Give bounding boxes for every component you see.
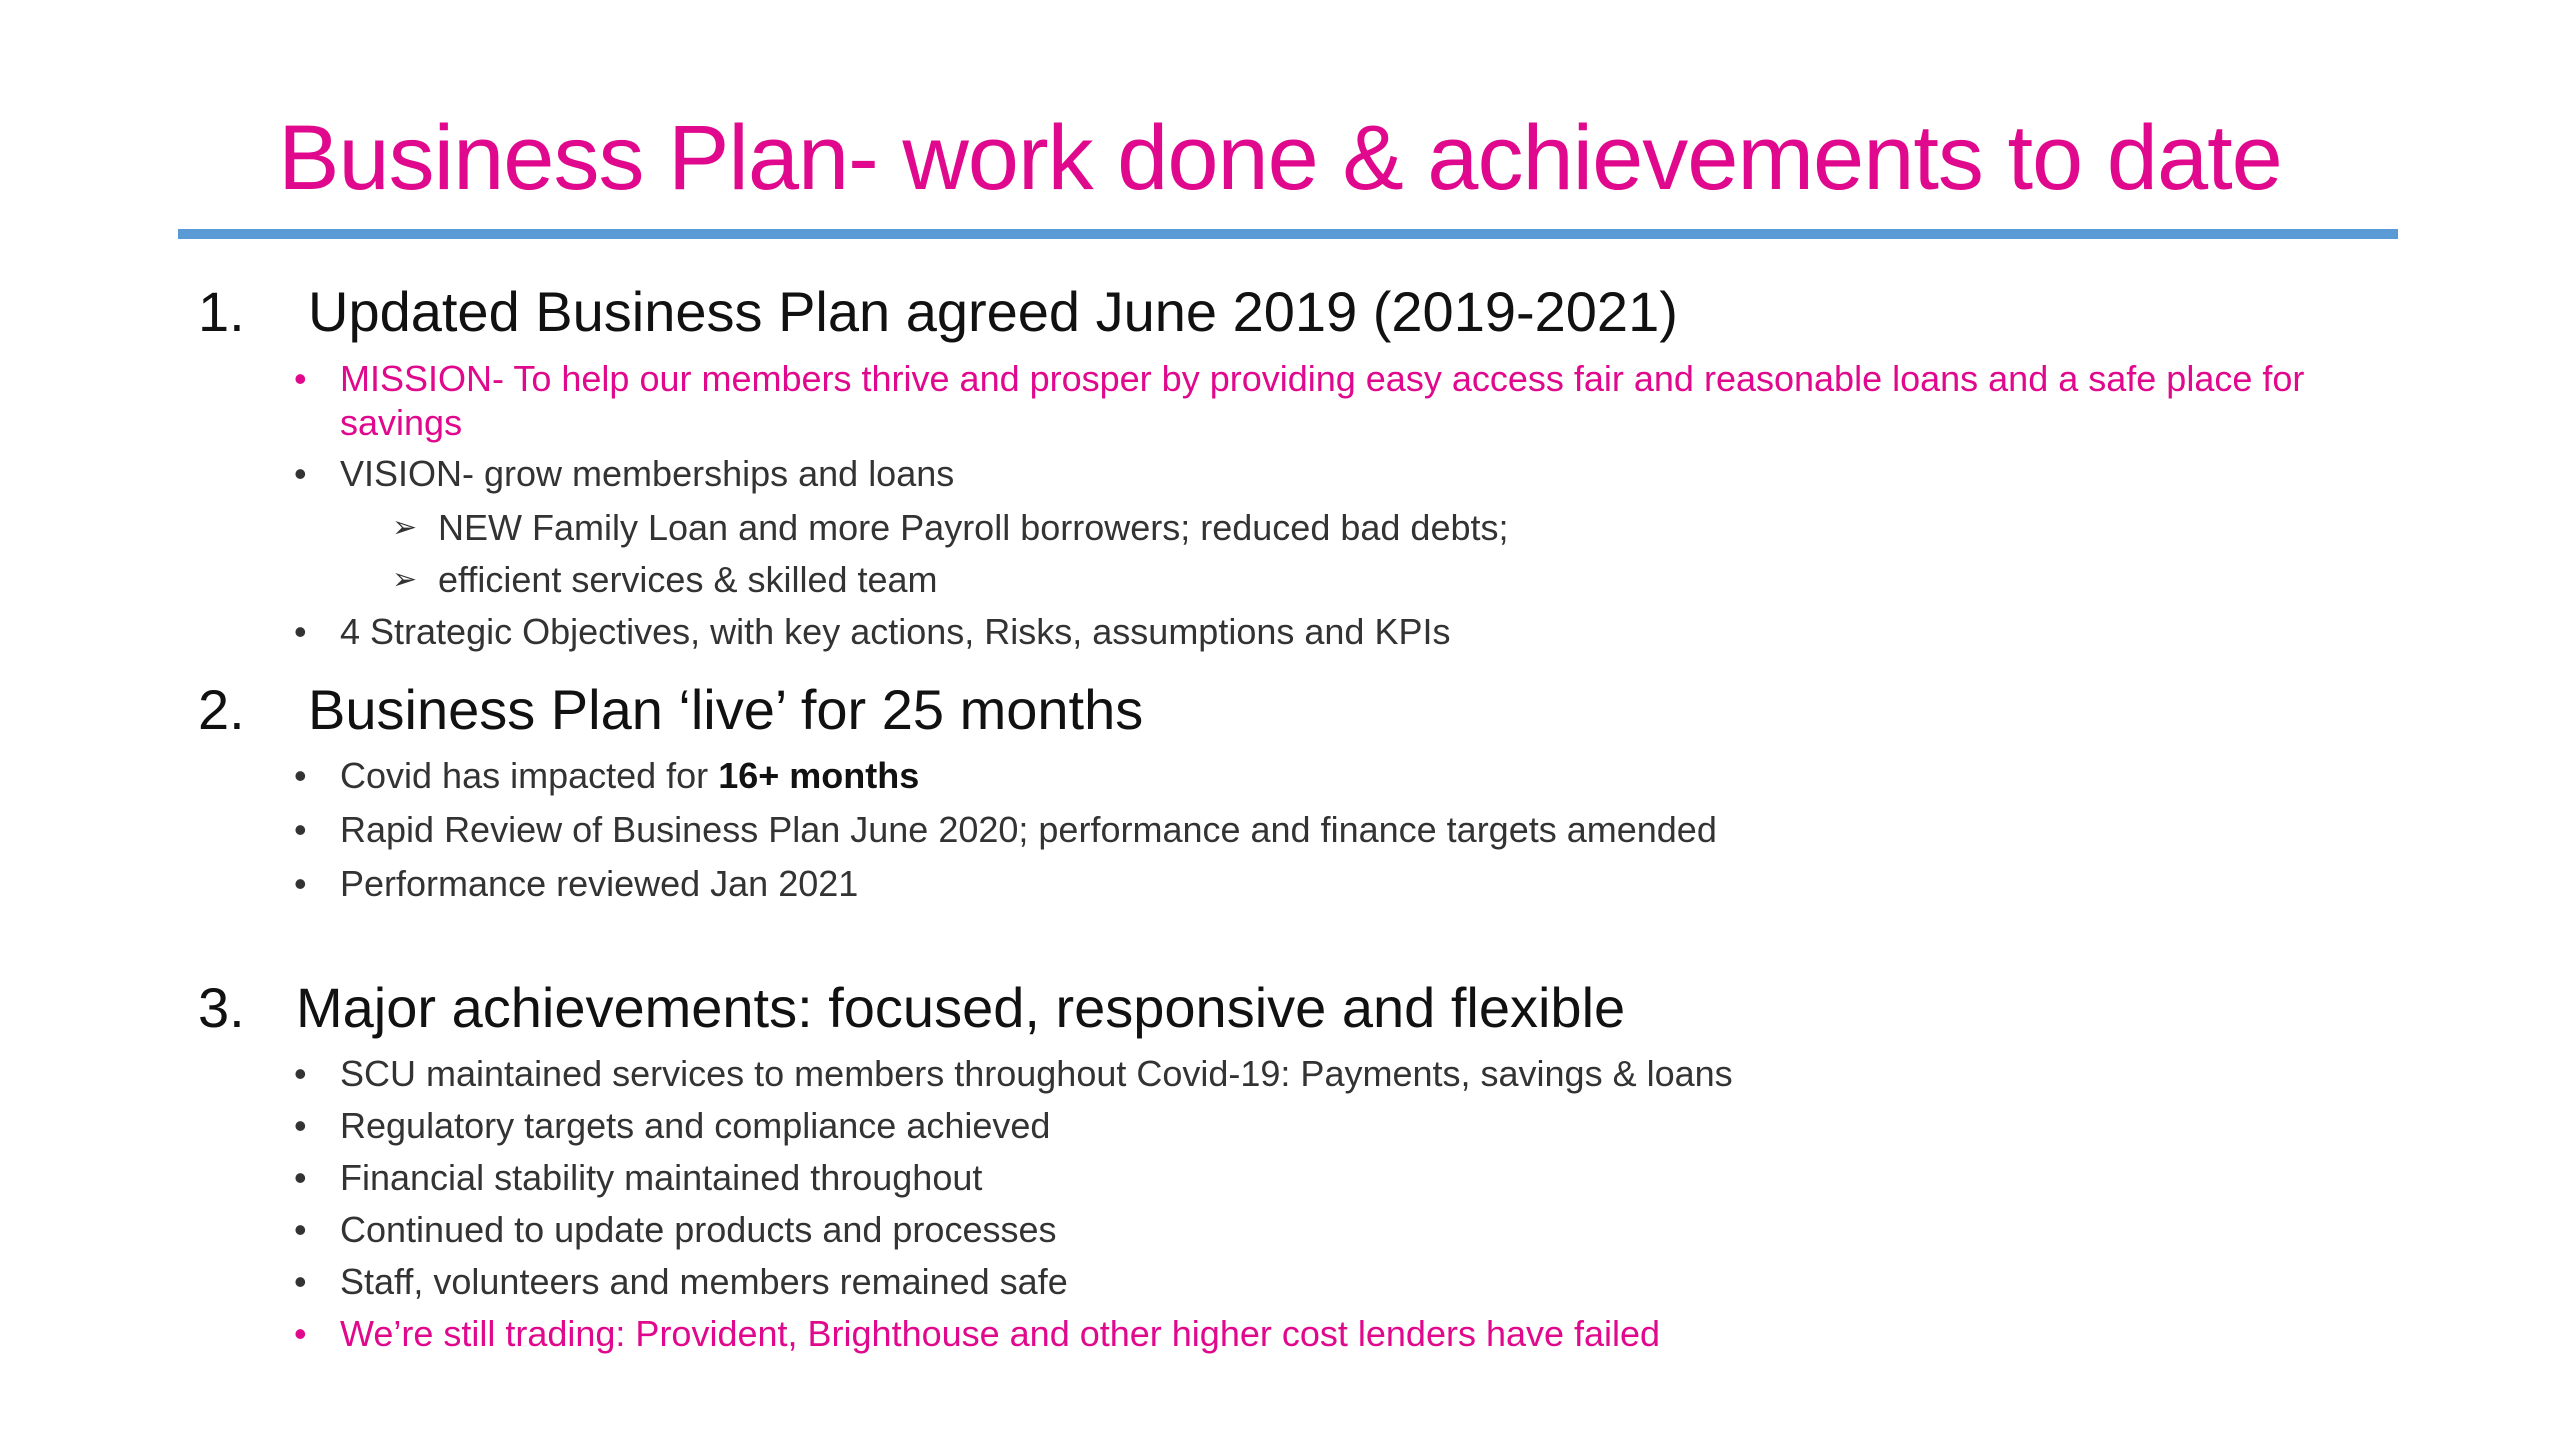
section-3-heading [198,974,2398,1042]
section-title: Business Plan ‘live’ for 25 months [308,678,1144,741]
list-item-text: Financial stability maintained throughout [340,1157,983,1198]
bullet-icon: • [294,863,307,904]
section-number: 1. [198,280,245,343]
bullet-icon: • [294,1053,307,1094]
list-item-text: MISSION- To help our members thrive and prosper by providing easy access fair and reasonable loans and a safe place for savings [340,358,2305,443]
bullet-icon: • [294,1209,307,1250]
list-item-text [340,754,919,798]
section-number: 2. [198,678,245,741]
bullet-icon: • [294,1105,307,1146]
list-item-text: 4 Strategic Objectives, with key actions, Risks, assumptions and KPIs [340,611,1451,652]
list-item-text: VISION- grow memberships and loans [340,453,955,494]
list-item-text: Staff, volunteers and members remained safe [340,1261,1068,1302]
bullet-icon: • [294,755,307,796]
sub-list-item-text: efficient services & skilled team [438,559,938,600]
bullet-icon: • [294,611,307,652]
bullet-icon: • [294,1261,307,1302]
bullet-icon: • [294,1157,307,1198]
bullet-icon: • [294,809,307,850]
section-1-heading [198,278,2398,346]
title-divider [178,229,2398,239]
list-item-emphasis: 16+ months [718,755,920,796]
arrow-bullet-icon: ➢ [392,511,418,544]
section-title: Major achievements: focused, responsive and flexible [296,976,1626,1039]
section-2-heading [198,676,2398,744]
slide-title: Business Plan- work done & achievements to date [278,107,2282,209]
arrow-bullet-icon: ➢ [392,563,418,596]
list-item-text: Regulatory targets and compliance achieved [340,1105,1051,1146]
list-item-text: We’re still trading: Provident, Brighthouse and other higher cost lenders have failed [340,1313,1661,1354]
section-number: 3. [198,976,245,1039]
list-item-prefix: Covid has impacted for [340,755,719,796]
section-title: Updated Business Plan agreed June 2019 (2019-2021) [308,280,1678,343]
sub-list-item-text: NEW Family Loan and more Payroll borrowers; reduced bad debts; [438,507,1509,548]
list-item-text: Rapid Review of Business Plan June 2020; performance and finance targets amended [340,809,1717,850]
bullet-icon: • [294,1313,307,1354]
list-item-text: SCU maintained services to members throughout Covid-19: Payments, savings & loans [340,1053,1733,1094]
bullet-icon: • [294,453,307,494]
bullet-icon: • [294,358,307,399]
list-item-text: Performance reviewed Jan 2021 [340,863,859,904]
list-item-text: Continued to update products and processes [340,1209,1057,1250]
